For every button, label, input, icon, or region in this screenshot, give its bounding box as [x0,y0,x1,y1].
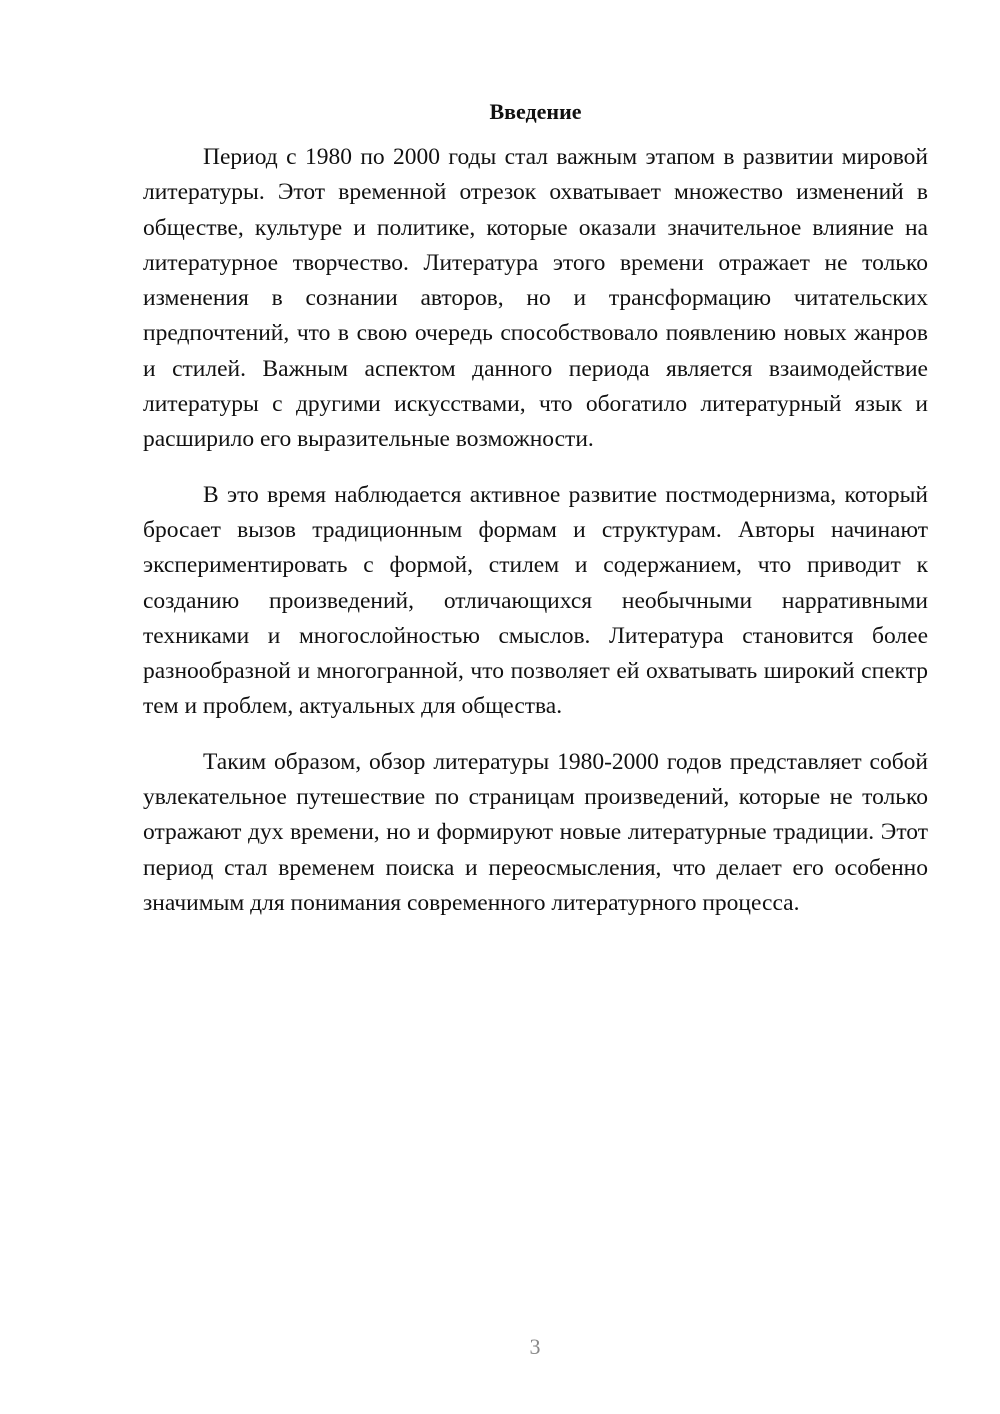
section-title: Введение [489,99,582,124]
paragraph-2: В это время наблюдается активное развитие постмодернизма, который бросает вызов традиционным формам и структурам. Авторы начинают экспериментировать с формой, стилем и содержанием, что приводит к созданию произведений, отличающихся необычными нарративными техниками и многослойностью смыслов. Литература становится более разнообразной и многогранной, что позволяет ей охватывать широкий спектр тем и проблем, актуальных для общества. [143,481,928,720]
page-number: 3 [529,1334,541,1359]
paragraph-1: Период с 1980 по 2000 годы стал важным этапом в развитии мировой литературы. Этот временной отрезок охватывает множество изменений в обществе, культуре и политике, которые оказали значительное влияние на литературное творчество. Литература этого времени отражает не только изменения в сознании авторов, но и трансформацию читательских предпочтений, что в свою очередь способствовало появлению новых жанров и стилей. Важным аспектом данного периода является взаимодействие литературы с другими искусствами, что обогатило литературный язык и расширило его выразительные возможности. [143,144,928,453]
page-content [143,96,928,941]
paragraph-3: Таким образом, обзор литературы 1980-2000 годов представляет собой увлекательное путешествие по страницам произведений, которые не только отражают дух времени, но и формируют новые литературные традиции. Этот период стал временем поиска и переосмысления, что делает его особенно значимым для понимания современного литературного процесса. [143,748,928,916]
